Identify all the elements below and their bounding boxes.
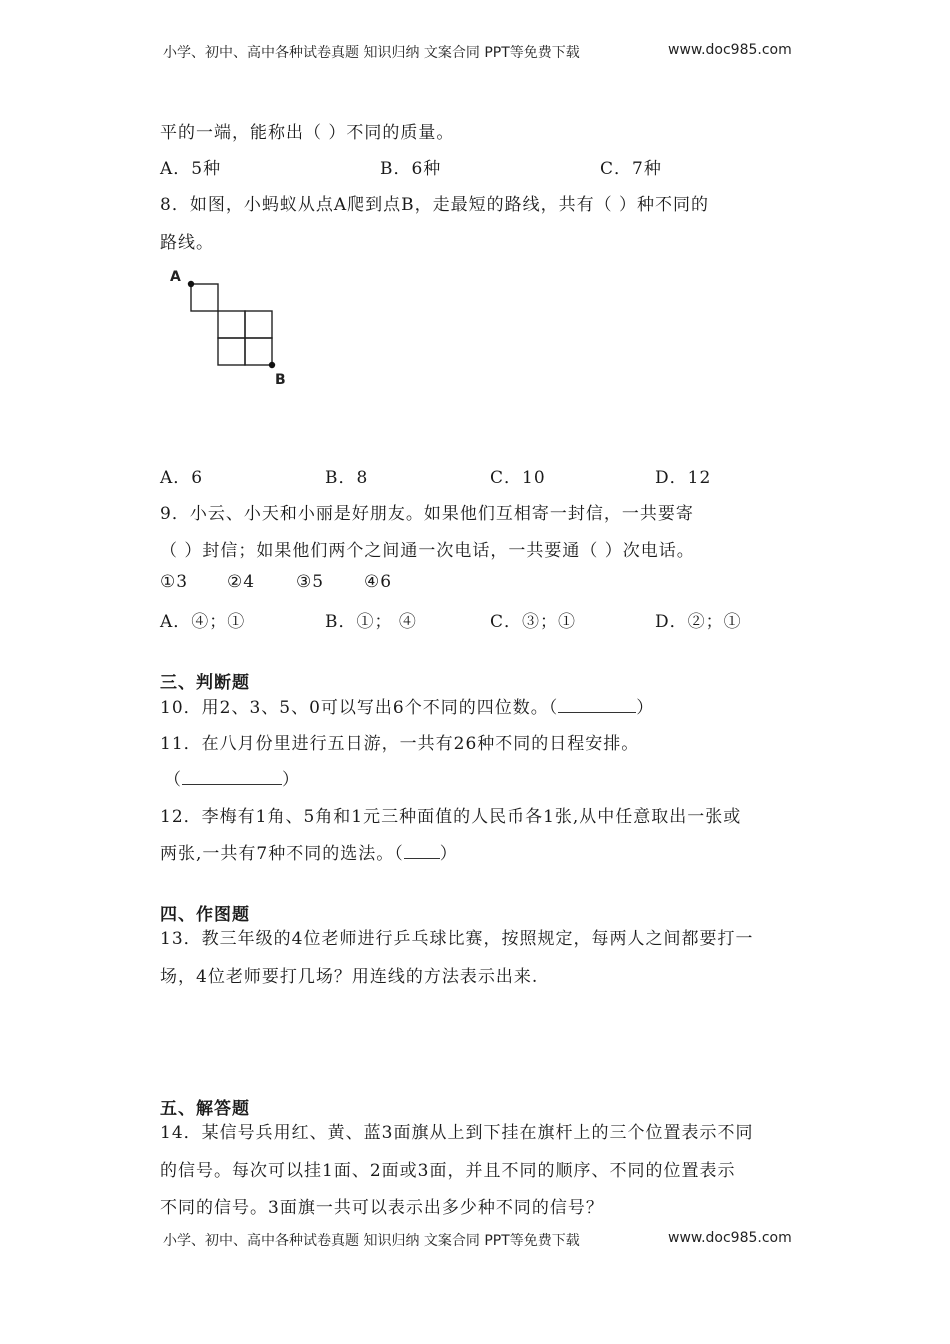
q9-option-b: B．①； ④ [325,612,417,632]
q9-choice-4: ④6 [364,572,393,592]
footer-link[interactable]: www.doc985.com [668,1230,792,1246]
q11-open: （ [164,770,182,790]
q9-option-d: D．②；① [655,612,742,632]
q8-option-d: D．12 [655,468,712,488]
grid-cell [245,338,272,365]
q7-option-c: C．7种 [600,159,662,179]
q13-stem-line2: 场，4位老师要打几场？用连线的方法表示出来. [160,967,539,987]
q10-answer-blank[interactable] [558,698,636,713]
q14-stem-line3: 不同的信号。3面旗一共可以表示出多少种不同的信号？ [160,1198,604,1218]
q8-stem-line2: 路线。 [160,233,214,253]
q8-option-a: A．6 [160,468,204,488]
q12-text: 两张,一共有7种不同的选法。（ [160,844,404,864]
q9-choice-3: ③5 [296,572,325,592]
q14-stem-line2: 的信号。每次可以挂1面、2面或3面，并且不同的顺序、不同的位置表示 [160,1161,736,1181]
q9-option-a: A．④；① [160,612,246,632]
q12-answer-blank[interactable] [404,844,440,859]
q9-choice-2: ②4 [227,572,256,592]
q14-stem-line1: 14．某信号兵用红、黄、蓝3面旗从上到下挂在旗杆上的三个位置表示不同 [160,1123,754,1143]
grid-cell [218,338,245,365]
q13-stem-line1: 13．教三年级的4位老师进行乒乓球比赛，按照规定，每两人之间都要打一 [160,929,754,949]
grid-top-cell [191,284,218,311]
q7-option-b: B．6种 [380,159,442,179]
point-b-label: B [275,372,286,388]
q10-stem [160,693,654,718]
section-5-title: 五、解答题 [160,1099,250,1119]
section-3-title: 三、判断题 [160,673,250,693]
q11-close: ） [282,770,300,790]
q8-stem-line1: 8．如图，小蚂蚁从点A爬到点B，走最短的路线，共有（ ）种不同的 [160,195,709,215]
q8-option-b: B．8 [325,468,369,488]
point-b-dot [269,362,275,368]
q7-option-a: A．5种 [160,159,222,179]
q8-option-c: C．10 [490,468,546,488]
q12-stem-line1: 12．李梅有1角、5角和1元三种面值的人民币各1张,从中任意取出一张或 [160,807,742,827]
grid-cell [218,311,245,338]
grid-lines [191,284,272,365]
q9-stem-line2: （ ）封信；如果他们两个之间通一次电话，一共要通（ ）次电话。 [160,541,695,561]
point-a-label: A [170,269,181,285]
header-link[interactable]: www.doc985.com [668,42,792,58]
q11-stem: 11．在八月份里进行五日游，一共有26种不同的日程安排。 [160,734,640,754]
q9-option-c: C．③；① [490,612,577,632]
q12-close: ） [439,844,458,864]
grid-cell [245,311,272,338]
section-4-title: 四、作图题 [160,905,250,925]
point-a-dot [188,281,194,287]
q10-close: ） [636,698,655,718]
q11-answer-blank[interactable] [182,770,282,785]
q10-text: 10．用2、3、5、0可以写出6个不同的四位数。（ [160,698,559,718]
q12-stem-line2 [160,839,458,864]
q11-answer-line [164,765,300,790]
grid-path-figure [160,262,300,392]
q7-continuation: 平的一端，能称出（ ）不同的质量。 [160,123,455,143]
header-text: 小学、初中、高中各种试卷真题 知识归纳 文案合同 PPT等免费下载 [163,45,580,61]
q9-choice-1: ①3 [160,572,189,592]
footer-text: 小学、初中、高中各种试卷真题 知识归纳 文案合同 PPT等免费下载 [163,1233,580,1249]
q9-stem-line1: 9．小云、小天和小丽是好朋友。如果他们互相寄一封信，一共要寄 [160,504,694,524]
